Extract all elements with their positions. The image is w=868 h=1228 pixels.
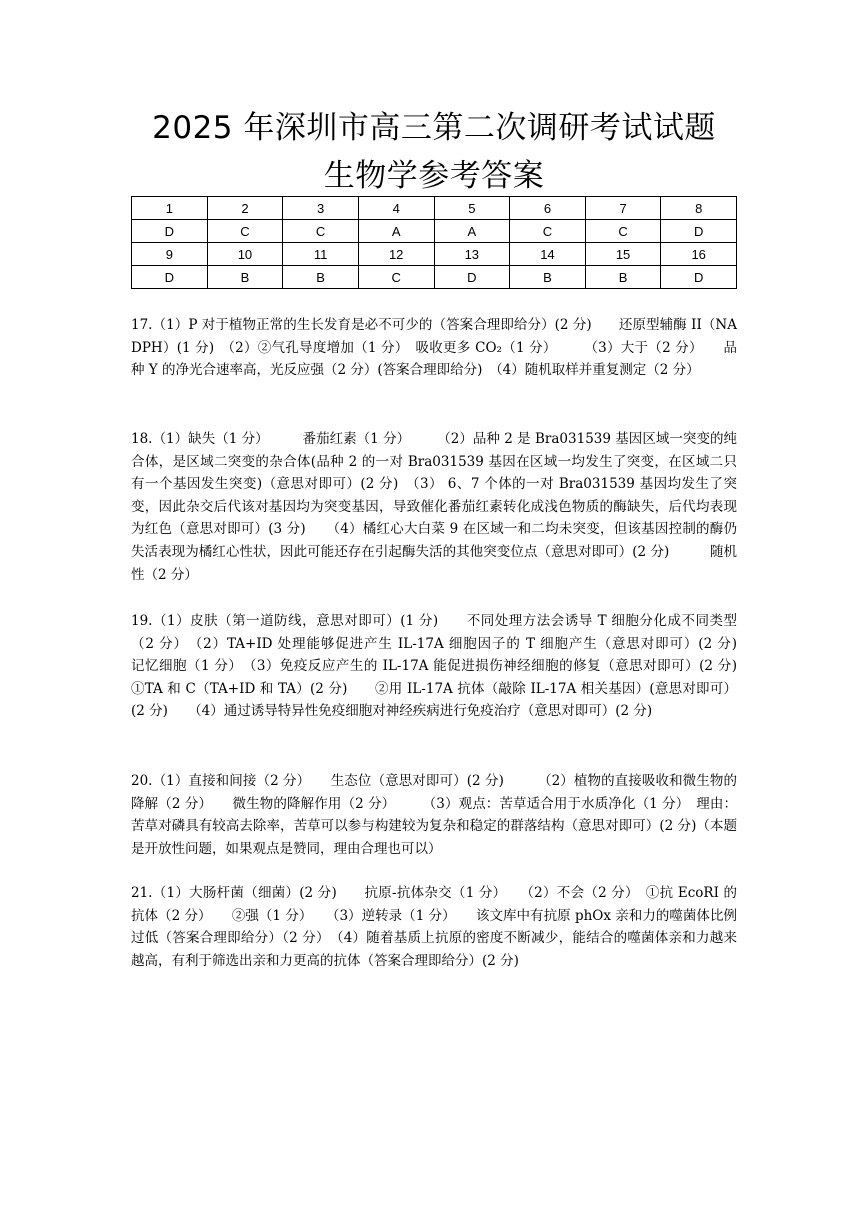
table-cell: C — [207, 220, 283, 243]
answer-18: 18.（1）缺失（1 分） 番茄红素（1 分） （2）品种 2 是 Bra031539 基因区域一突变的纯合体，是区域二突变的杂合体(品种 2 的一对 Bra031539 基因在区域一均发生了突变，在区域二只有一个基因发生突变)（意思对即可）(2 分) （3） 6、7 个体的一对 Bra031539 基因均发生了突变，因此杂交后代该对基因均为突变基因，导致催化番茄红素转化成浅色物质的酶缺失，后代均表现为红色（意思对即可）(3 分) （4）橘红心大白菜 9 在区域一和二均未突变，但该基因控制的酶仍失活表现为橘红心性状，因此可能还存在引起酶失活的其他突变位点（意思对即可）(2 分) 随机性（2 分） — [131, 431, 737, 583]
table-cell: 1 — [132, 197, 208, 220]
table-cell: 8 — [661, 197, 737, 220]
table-cell: B — [510, 266, 586, 289]
table-cell: B — [283, 266, 359, 289]
page-subtitle: 生物学参考答案 — [323, 158, 545, 194]
answer-19: 19.（1）皮肤（第一道防线，意思对即可）(1 分) 不同处理方法会诱导 T 细胞分化成不同类型（2 分） （2）TA+ID 处理能够促进产生 IL-17A 细胞因子的 T 细胞产生（意思对即可）(2 分) 记忆细胞（1 分） （3）免疫反应产生的 IL-17A 能促进损伤神经细胞的修复（意思对即可）(2 分) ①TA 和 C（TA+ID 和 TA）(2 分) ②用 IL-17A 抗体（敲除 IL-17A 相关基因）(意思对即可）(2 分) （4）通过诱导特异性免疫细胞对神经疾病进行免疫治疗（意思对即可）(2 分) — [131, 613, 764, 720]
answer-key-table — [131, 196, 737, 289]
table-cell: 5 — [434, 197, 510, 220]
table-cell: C — [283, 220, 359, 243]
table-cell: D — [434, 266, 510, 289]
table-cell: D — [661, 266, 737, 289]
table-row — [132, 243, 737, 266]
table-cell: 11 — [283, 243, 359, 266]
table-cell: 3 — [283, 197, 359, 220]
page-title: 2025 年深圳市高三第二次调研考试试题 — [152, 110, 716, 146]
table-cell: 13 — [434, 243, 510, 266]
answer-17: 17.（1）P 对于植物正常的生长发育是必不可少的（答案合理即给分）(2 分) 还原型辅酶 II（NADPH）(1 分) （2）②气孔导度增加（1 分） 吸收更多 CO₂（1 分） （3）大于（2 分） 品种 Y 的净光合速率高，光反应强（2 分）(答案合理即给分) （4）随机取样并重复测定（2 分） — [131, 317, 737, 379]
table-row — [132, 266, 737, 289]
table-cell: B — [207, 266, 283, 289]
table-cell: 15 — [585, 243, 661, 266]
table-cell: 16 — [661, 243, 737, 266]
table-cell: 10 — [207, 243, 283, 266]
table-cell: 12 — [358, 243, 434, 266]
table-cell: 7 — [585, 197, 661, 220]
table-cell: C — [585, 220, 661, 243]
table-cell: 4 — [358, 197, 434, 220]
table-row — [132, 197, 737, 220]
table-cell: 9 — [132, 243, 208, 266]
table-cell: 14 — [510, 243, 586, 266]
table-cell: D — [661, 220, 737, 243]
table-cell: A — [358, 220, 434, 243]
table-cell: C — [358, 266, 434, 289]
table-cell: B — [585, 266, 661, 289]
table-row — [132, 220, 737, 243]
table-cell: A — [434, 220, 510, 243]
answer-21: 21.（1）大肠杆菌（细菌）(2 分) 抗原-抗体杂交（1 分） （2）不会（2 分） ①抗 EcoRI 的抗体（2 分） ②强（1 分） （3）逆转录（1 分） 该文库中有抗原 phOx 亲和力的噬菌体比例过低（答案合理即给分）（2 分） （4）随着基质上抗原的密度不断减少，能结合的噬菌体亲和力越来越高，有利于筛选出亲和力更高的抗体（答案合理即给分）(2 分) — [131, 885, 737, 969]
table-cell: D — [132, 266, 208, 289]
table-cell: 6 — [510, 197, 586, 220]
answer-20: 20.（1）直接和间接（2 分） 生态位（意思对即可）(2 分) （2）植物的直接吸收和微生物的降解（2 分） 微生物的降解作用（2 分） （3）观点：苦草适合用于水质净化（1 分） 理由：苦草对磷具有较高去除率，苦草可以参与构建较为复杂和稳定的群落结构（意思对即可）(2 分)（本题是开放性问题，如果观点是赞同，理由合理也可以） — [131, 773, 737, 857]
table-cell: 2 — [207, 197, 283, 220]
table-cell: C — [510, 220, 586, 243]
table-cell: D — [132, 220, 208, 243]
